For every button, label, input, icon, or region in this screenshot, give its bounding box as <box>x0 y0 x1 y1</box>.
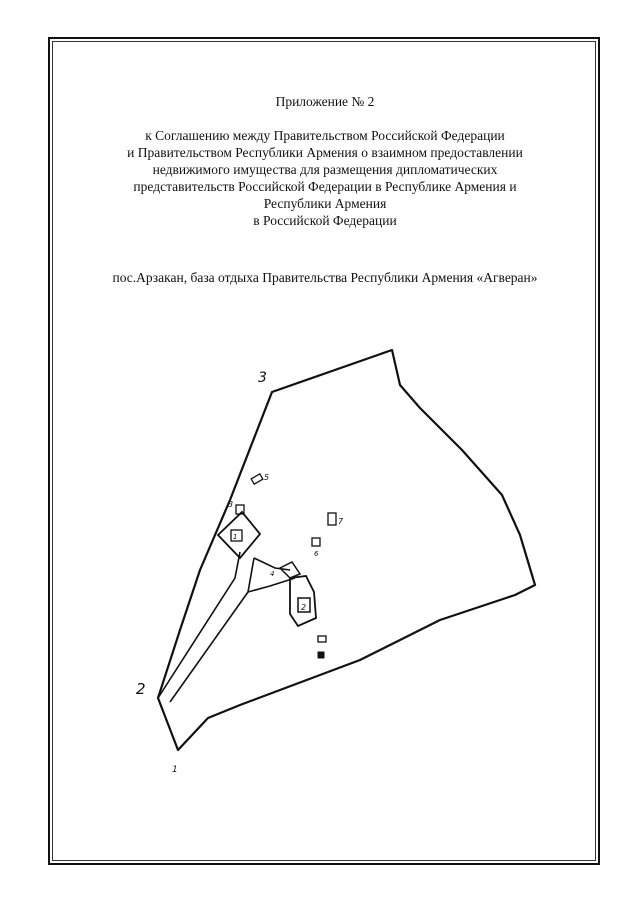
agreement-line: и Правительством Республики Армения о взаимном предоставлении <box>127 145 523 160</box>
agreement-line: представительств Российской Федерации в Республике Армения и <box>133 179 517 194</box>
building-2-compound <box>290 576 316 626</box>
agreement-line: Республики Армения <box>263 196 387 211</box>
site-boundary <box>158 350 535 750</box>
building-6 <box>312 538 320 546</box>
corner-label-2: 2 <box>136 680 146 698</box>
agreement-heading <box>60 127 590 229</box>
building-label-7: 7 <box>338 517 344 526</box>
location-caption-text: пос.Арзакан, база отдыха Правительства Республики Армения «Агверан» <box>112 270 538 285</box>
appendix-title <box>60 93 590 110</box>
building-label-3: 3 <box>228 500 234 509</box>
building-7 <box>328 513 336 525</box>
site-plan-drawing <box>100 330 560 780</box>
location-caption <box>60 269 590 286</box>
building-1-compound <box>218 512 260 558</box>
site-plan <box>100 330 560 780</box>
building-small-a <box>318 636 326 642</box>
agreement-line: недвижимого имущества для размещения дипломатических <box>152 162 498 177</box>
building-label-5: 5 <box>264 473 270 482</box>
building-5 <box>251 474 263 484</box>
building-label-1: 1 <box>233 533 238 541</box>
corner-label-1: 1 <box>172 765 178 775</box>
agreement-line: к Соглашению между Правительством Российской Федерации <box>145 128 505 143</box>
building-small-b <box>318 652 324 658</box>
building-label-4: 4 <box>270 570 275 578</box>
corner-label-3: 3 <box>258 370 267 386</box>
agreement-line: в Российской Федерации <box>253 213 397 228</box>
appendix-title-text: Приложение № 2 <box>275 94 375 109</box>
building-label-6: 6 <box>314 550 319 558</box>
building-label-2: 2 <box>301 603 307 612</box>
